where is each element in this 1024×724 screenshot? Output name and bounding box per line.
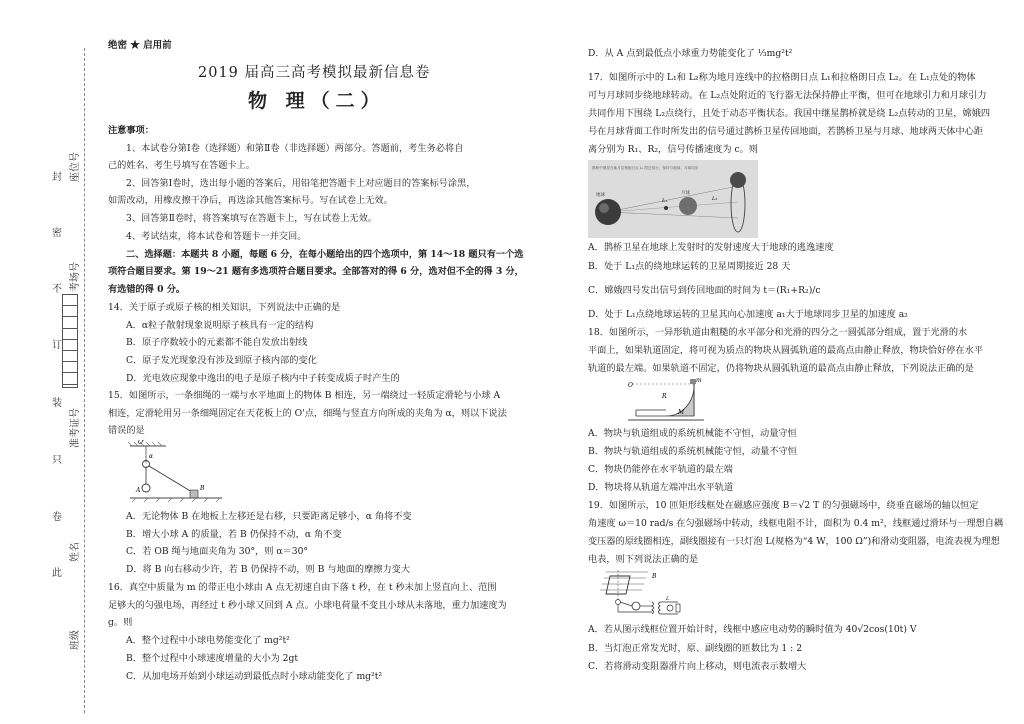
note-1-line-1: 1、本试卷分第Ⅰ卷（选择题）和第Ⅱ卷（非选择题）两部分。答题前，考生务必将自 xyxy=(126,143,464,154)
q15-line-1: 15．如图所示，一条细绳的一端与水平地面上的物体 B 相连，另一端绕过一轻质定滑轮与小球 A xyxy=(108,390,501,401)
seal-char: 不 xyxy=(52,284,62,295)
q18-option-d: D．物块将从轨道左端冲出水平轨道 xyxy=(588,482,734,493)
exam-title: 2019 届高三高考模拟最新信息卷 xyxy=(198,65,431,81)
name-label: 姓名 xyxy=(70,542,81,562)
ammeter-icon xyxy=(632,602,640,610)
q17-option-a: A．鹊桥卫星在地球上发射时的发射速度大于地球的逃逸速度 xyxy=(588,242,834,253)
class-label: 班级 xyxy=(70,630,81,650)
q18-option-c: C．物块仍能停在水平轨道的最左端 xyxy=(588,464,733,475)
seal-char: 装 xyxy=(52,398,62,409)
seal-char: 密 xyxy=(52,228,62,239)
q15-figure-label-o: O' xyxy=(138,440,145,446)
q15-figure-label-alpha: α xyxy=(149,453,154,460)
seal-char: 封 xyxy=(52,172,62,183)
q16-option-b: B．整个过程中小球速度增量的大小为 2gt xyxy=(126,653,299,664)
q15-line-2: 相连，定滑轮用另一条细绳固定在天花板上的 O'点，细绳与竖直方向所成的夹角为 α，则以下说法 xyxy=(108,408,507,419)
q15-option-a: A．无论物体 B 在地板上左移还是右移，只要距离足够小，α 角将不变 xyxy=(126,511,412,522)
earth-icon xyxy=(595,199,621,225)
q15-option-d: D．将 B 向右移动少许，若 B 仍保持不动，则 B 与地面的摩擦力变大 xyxy=(126,564,411,575)
secret-label: 绝密 ★ 启用前 xyxy=(108,40,172,51)
q15-option-c: C．若 OB 绳与地面夹角为 30°，则 α＝30° xyxy=(126,546,309,557)
exam-number-boxes xyxy=(62,294,78,388)
q17-figure-earth-label: 地球 xyxy=(596,193,605,198)
q19-option-a: A．若从图示线框位置开始计时，线框中感应电动势的瞬时值为 40√2cos(10t) V xyxy=(588,624,917,635)
q16-line-2: 足够大的匀强电场，再经过 t 秒小球又回到 A 点。小球电荷量不变且小球从未落地，重力加速度为 xyxy=(108,600,507,611)
q19-figure-label-l: L xyxy=(666,596,670,602)
q14-option-b: B．原子序数较小的元素都不能自发放出射线 xyxy=(126,337,308,348)
q19-figure-label-b: B xyxy=(652,573,657,580)
q18-figure xyxy=(626,376,706,424)
q17-option-c: C．嫦娥四号发出信号到传回地面的时间为 t＝(R₁+R₂)/c xyxy=(588,285,821,296)
q15-figure-label-a: A xyxy=(136,487,141,494)
q19-line-3: 变压器的原线圈相连，副线圈接有一只灯泡 L(规格为“4 W，100 Ω”)和滑动变阻器，电流表视为理想 xyxy=(588,536,1000,547)
q17-figure-moon-label: 月球 xyxy=(681,191,690,196)
q14-option-a: A．α粒子散射现象说明原子核具有一定的结构 xyxy=(126,320,314,331)
q17-option-b: B．处于 L₁点的绕地球运转的卫星周期接近 28 天 xyxy=(588,261,791,272)
bulb-icon xyxy=(667,605,673,611)
q15-figure-label-b: B xyxy=(200,485,205,492)
admission-number-label: 准考证号 xyxy=(70,408,81,448)
q19-figure xyxy=(596,566,696,618)
q17-line-1: 17．如图所示中的 L₁和 L₂称为地月连线中的拉格朗日点 L₁和拉格朗日点 L₂。在 L₁点处的物体 xyxy=(588,72,976,83)
q17-line-4: 号在月球背面工作时所发出的信号通过鹊桥卫星传回地面，若鹊桥卫星与月球、地球两天体中心距 xyxy=(588,126,984,137)
q18-option-a: A．物块与轨道组成的系统机械能不守恒，动量守恒 xyxy=(588,428,797,439)
q19-option-c: C．若将滑动变阻器滑片向上移动，则电流表示数增大 xyxy=(588,661,807,672)
seal-char: 只 xyxy=(52,455,62,466)
seat-number-label: 座位号 xyxy=(70,152,81,182)
seal-char: 订 xyxy=(52,340,62,351)
seal-char: 此 xyxy=(52,568,62,579)
q17-figure-l2-label: L₂ xyxy=(712,196,718,202)
q18-option-b: B．物块与轨道组成的系统机械能守恒，动量不守恒 xyxy=(588,446,797,457)
q19-line-4: 电表，则下列说法正确的是 xyxy=(588,554,699,565)
notes-heading: 注意事项： xyxy=(108,125,154,136)
section-2-line-2: 项符合题目要求。第 19～21 题有多选项符合题目要求。全部答对的得 6 分，选对但不全的得 3 分， xyxy=(108,266,524,277)
q16-option-c: C．从加电场开始到小球运动到最低点时小球动能变化了 mg²t² xyxy=(126,671,383,682)
moon-icon xyxy=(679,197,697,215)
q19-line-2: 角速度 ω＝10 rad/s 在匀强磁场中转动，线框电阻不计，面积为 0.4 m²，线框通过滑环与一理想自耦 xyxy=(588,518,1004,529)
seal-line xyxy=(84,48,85,713)
q17-figure-l1-label: L₁ xyxy=(662,198,668,204)
q15-figure xyxy=(126,440,226,506)
q17-option-d: D．处于 L₁点绕地球运转的卫星其向心加速度 a₁大于地球同步卫星的加速度 a₂ xyxy=(588,309,908,320)
q17-figure-note: 鹊桥中继星在地月拉格朗日点 L₂ 附近绕行，保持与地球、月球同步 xyxy=(592,166,699,170)
q16-option-a: A．整个过程中小球电势能变化了 mg²t² xyxy=(126,635,290,646)
seal-char: 卷 xyxy=(52,512,62,523)
q16-line-3: g。则 xyxy=(108,617,133,628)
q17-line-3: 共同作用下围绕 L₂点绕行，且处于动态平衡状态。我国中继星鹊桥就是绕 L₂点转动的卫星，嫦娥四 xyxy=(588,108,991,119)
q14-stem: 14．关于原子或原子核的相关知识，下列说法中正确的是 xyxy=(108,302,341,313)
q15-line-3: 错误的是 xyxy=(108,425,145,436)
q17-figure xyxy=(588,160,758,238)
q16-line-1: 16．真空中质量为 m 的带正电小球由 A 点无初速自由下落 t 秒，在 t 秒末加上竖直向上、范围 xyxy=(108,582,497,593)
note-2-line-1: 2、回答第Ⅰ卷时，选出每小题的答案后，用铅笔把答题卡上对应题目的答案标号涂黑， xyxy=(126,178,476,189)
q18-line-3: 轨道的最左端。如果轨道不固定，仍将物块从圆弧轨道的最高点由静止释放，下列说法正确的是 xyxy=(588,363,974,374)
q19-line-1: 19．如图所示，10 匝矩形线框处在磁感应强度 B＝√2 T 的匀强磁场中，绕垂直磁场的轴以恒定 xyxy=(588,500,979,511)
section-2-line-3: 有选错的得 0 分。 xyxy=(108,284,186,295)
note-1-line-2: 己的姓名、考生号填写在答题卡上。 xyxy=(108,160,255,171)
q15-option-b: B．增大小球 A 的质量，若 B 仍保持不动，α 角不变 xyxy=(126,529,342,540)
note-2-line-2: 如需改动，用橡皮擦干净后，再选涂其他答案标号。写在试卷上无效。 xyxy=(108,195,393,206)
note-4: 4、考试结束，将本试卷和答题卡一并交回。 xyxy=(126,231,307,242)
q18-figure-label-mass: M xyxy=(678,409,685,416)
binding-margin xyxy=(0,0,100,724)
q17-line-2: 可与月球同步绕地球转动。在 L₂点处附近的飞行器无法保持静止平衡，但可在地球引力和月球引力 xyxy=(588,90,987,101)
q17-line-5: 离分别为 R₁、R₂，信号传播速度为 c。则 xyxy=(588,144,758,155)
q18-line-1: 18．如图所示，一异形轨道由粗糙的水平部分和光滑的四分之一圆弧部分组成，置于光滑的水 xyxy=(588,327,968,338)
q16-option-d: D．从 A 点到最低点小球重力势能变化了 ⅓mg²t² xyxy=(588,48,793,59)
exam-subtitle: 物 理（二） xyxy=(248,90,386,112)
section-2-line-1: 二、选择题：本题共 8 小题，每题 6 分，在每小题给出的四个选项中，第 14～18 题只有一个选 xyxy=(126,249,524,260)
q19-option-b: B．当灯泡正常发光时，原、副线圈的匝数比为 1 : 2 xyxy=(588,643,803,654)
q14-option-d: D．光电效应现象中逸出的电子是原子核内中子转变成质子时产生的 xyxy=(126,373,400,384)
q14-option-c: C．原子发光现象没有涉及到原子核内部的变化 xyxy=(126,355,317,366)
exam-room-label: 考场号 xyxy=(70,262,81,292)
q18-line-2: 平面上，如果轨道固定，将可视为质点的物块从圆弧轨道的最高点由静止释放，物块恰好停在水平 xyxy=(588,345,984,356)
q18-figure-label-o: O xyxy=(628,382,633,389)
note-3: 3、回答第Ⅱ卷时，将答案填写在答题卡上，写在试卷上无效。 xyxy=(126,213,377,224)
q18-figure-label-m: m xyxy=(696,377,702,384)
q18-figure-label-r: R xyxy=(662,393,667,400)
